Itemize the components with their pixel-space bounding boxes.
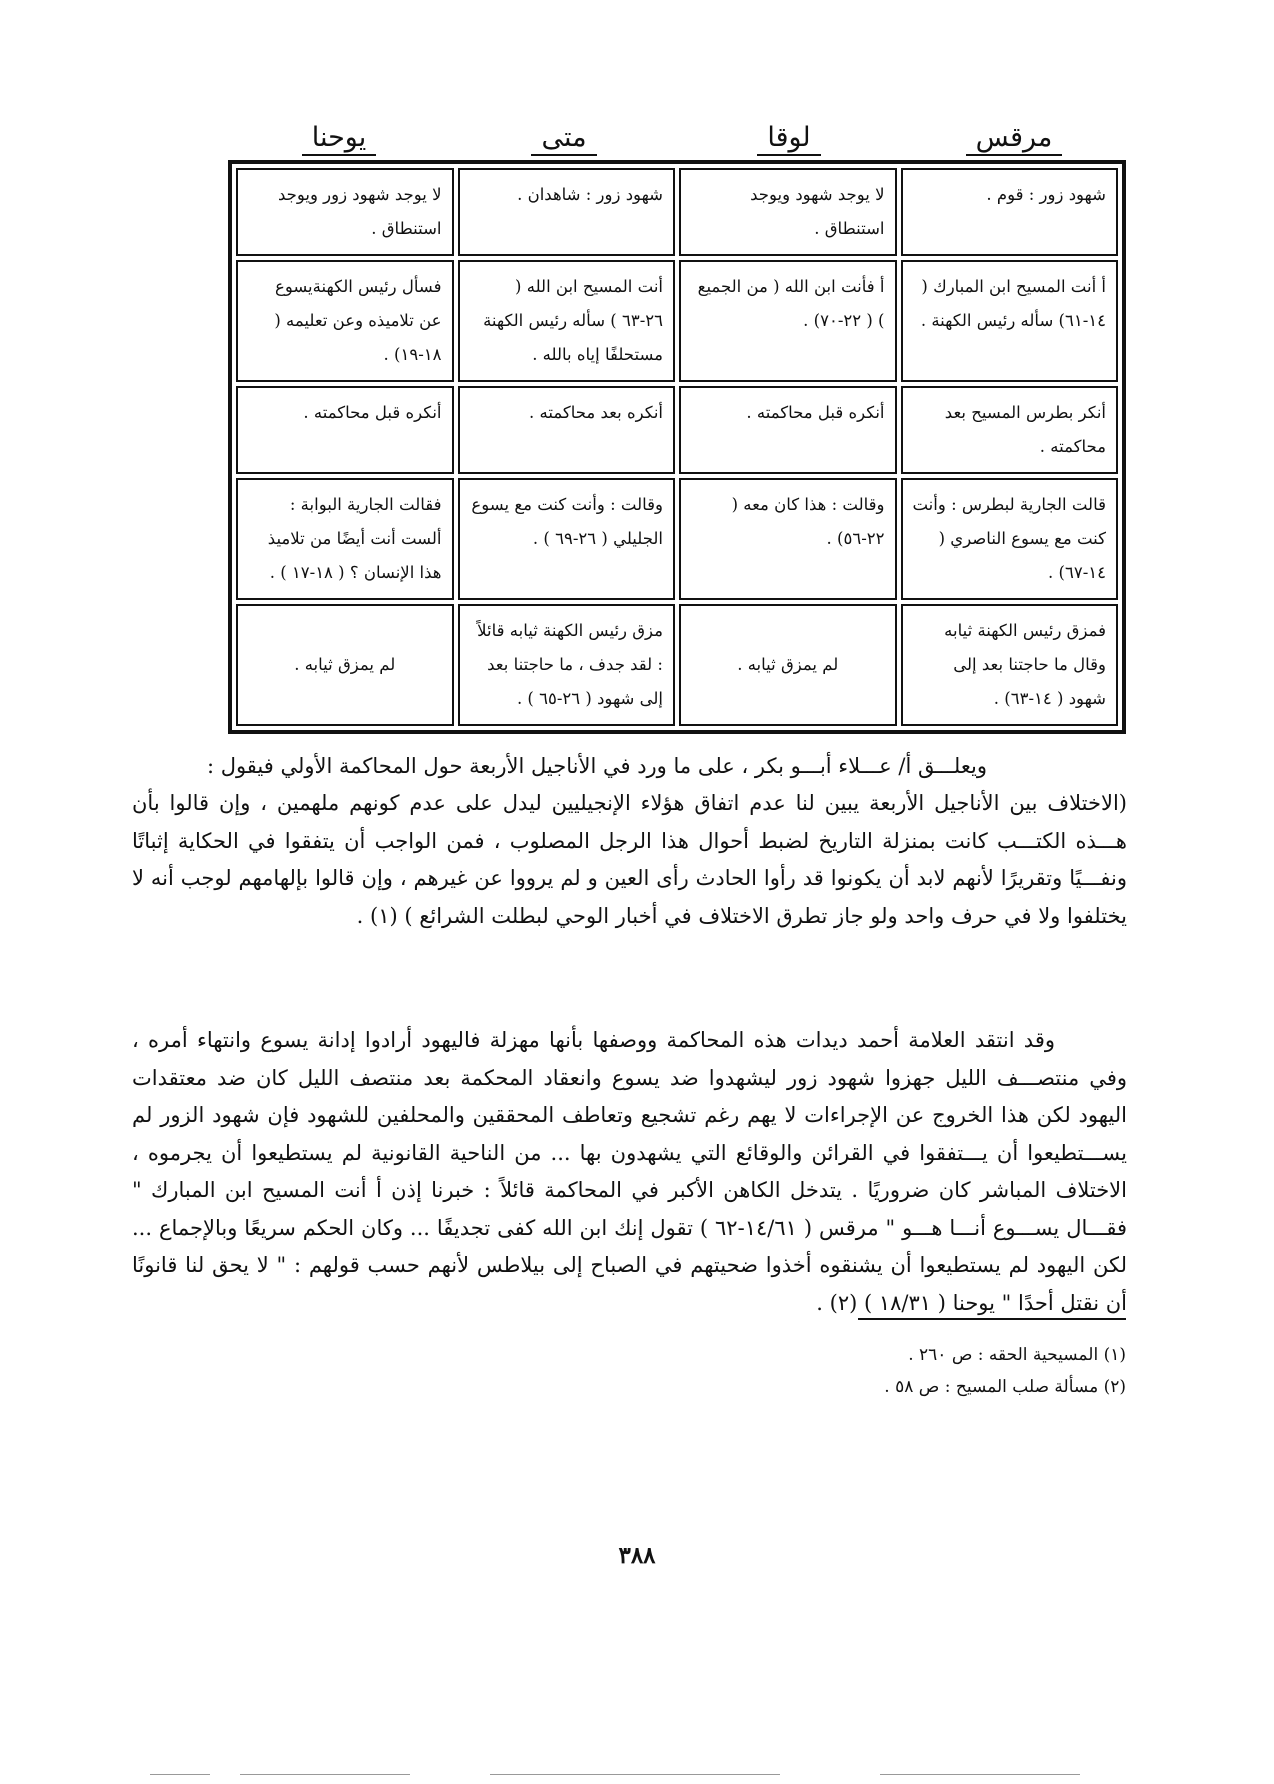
header-luke: لوقا <box>677 122 901 156</box>
table-cell: أنكره بعد محاكمته . <box>458 386 676 474</box>
footnote-2: (٢) مسألة صلب المسيح : ص ٥٨ . <box>884 1377 1126 1397</box>
header-mark: مرقس <box>902 122 1126 156</box>
table-cell: أنكره قبل محاكمته . <box>236 386 454 474</box>
paragraph-quote: (الاختلاف بين الأناجيل الأربعة يبين لنا عدم اتفاق هؤلاء الإنجيليين ليدل على عدم كونهم ملهمين ، وإن قالوا بأن هـــذه الكتـــب كانت بمنزلة التاريخ لضبط أحوال هذا الرجل المصلوب ، فمن الواجب أن يتفقوا في الحكاية إثباتًا ونفـــيًا وتقريرًا لأنهم لابد أن يكونوا قد رأوا الحادث رأى العين و لم يرووا عن غيرهم ، وإن قالوا بإلهامهم لوجب أنه لا يختلفوا ولا في حرف واحد ولو جاز تطرق الاختلاف في أخبار الوحي لبطلت الشرائع ) (١) . <box>132 791 1128 928</box>
table-cell: لم يمزق ثيابه . <box>679 604 897 726</box>
table-column-headers <box>228 122 1126 160</box>
scan-artifact <box>150 1774 210 1775</box>
table-cell: مزق رئيس الكهنة ثيابه قائلاً : لقد جدف ، ما حاجتنا بعد إلى شهود ( ٢٦-٦٥ ) . <box>458 604 676 726</box>
table-row <box>236 260 1118 382</box>
table-cell: لا يوجد شهود ويوجد استنطاق . <box>679 168 897 256</box>
table-cell: وقالت : هذا كان معه ( ٢٢-٥٦) . <box>679 478 897 600</box>
table-cell: قالت الجارية لبطرس : وأنت كنت مع يسوع الناصري ( ١٤-٦٧) . <box>901 478 1119 600</box>
header-matthew: متى <box>452 122 676 156</box>
scan-artifact <box>490 1774 780 1775</box>
paragraph-intro: ويعلـــق أ/ عـــلاء أبـــو بكر ، على ما ورد في الأناجيل الأربعة حول المحاكمة الأولي فيقول : <box>206 754 987 778</box>
scan-artifact <box>880 1774 1080 1775</box>
table-cell: أنكره قبل محاكمته . <box>679 386 897 474</box>
table-row <box>236 168 1118 256</box>
page-number: ٣٨٨ <box>618 1542 656 1569</box>
gospels-comparison-table <box>228 160 1126 734</box>
table-cell: شهود زور : قوم . <box>901 168 1119 256</box>
table-cell: أ أنت المسيح ابن المبارك ( ١٤-٦١) سأله رئيس الكهنة . <box>901 260 1119 382</box>
table-cell: لا يوجد شهود زور ويوجد استنطاق . <box>236 168 454 256</box>
table-row <box>236 604 1118 726</box>
header-john: يوحنا <box>227 122 451 156</box>
table-cell: أ فأنت ابن الله ( من الجميع ) ( ٢٢-٧٠) . <box>679 260 897 382</box>
table-cell: فسأل رئيس الكهنةيسوع عن تلاميذه وعن تعليمه ( ١٨-١٩) . <box>236 260 454 382</box>
footnote-1: (١) المسيحية الحقه : ص ٢٦٠ . <box>908 1345 1126 1365</box>
table-row <box>236 478 1118 600</box>
table-cell: أنت المسيح ابن الله ( ٢٦-٦٣ ) سأله رئيس الكهنة مستحلفًا إياه بالله . <box>458 260 676 382</box>
scan-artifact <box>240 1774 410 1775</box>
table-cell: لم يمزق ثيابه . <box>236 604 454 726</box>
table-row <box>236 386 1118 474</box>
footnote-divider <box>858 1318 1126 1320</box>
table-cell: فمزق رئيس الكهنة ثيابه وقال ما حاجتنا بعد إلى شهود ( ١٤-٦٣) . <box>901 604 1119 726</box>
table-cell: شهود زور : شاهدان . <box>458 168 676 256</box>
table-cell: وقالت : وأنت كنت مع يسوع الجليلي ( ٢٦-٦٩ ) . <box>458 478 676 600</box>
table-cell: فقالت الجارية البوابة : ألست أنت أيضًا من تلاميذ هذا الإنسان ؟ ( ١٨-١٧ ) . <box>236 478 454 600</box>
table-cell: أنكر بطرس المسيح بعد محاكمته . <box>901 386 1119 474</box>
paragraph-deedat: وقد انتقد العلامة أحمد ديدات هذه المحاكمة ووصفها بأنها مهزلة فاليهود أرادوا إدانة يسوع وانتهاء أمره ، وفي منتصـــف الليل جهزوا شهود زور ليشهدوا ضد يسوع وانعقاد المحكمة بعد منتصف الليل كان ضد معتقدات اليهود لكن هذا الخروج عن الإجراءات لا يهم رغم تشجيع وتعاطف المحققين والمحلفين للشهود فإن شهود الزور لم يســـتطيعوا أن يـــتفقوا في القرائن والوقائع التي يشهدون بها ... من الناحية القانونية لم يستطيعوا أن يجرموه ، الاختلاف المباشر كان ضروريًا . يتدخل الكاهن الأكبر في المحاكمة قائلاً : خبرنا إذن أ أنت المسيح ابن المبارك " فقـــال يســـوع أنـــا هـــو " مرقس ( ١٤/٦١-٦٢ ) تقول إنك ابن الله كفى تجديفًا ... وكان الحكم سريعًا وبالإجماع ... لكن اليهود لم يستطيعوا أن يشنقوه أخذوا ضحيتهم في الصباح إلى بيلاطس لأنهم حسب قولهم : " لا يحق لنا قانونًا أن نقتل أحدًا " يوحنا ( ١٨/٣١ ) (٢) . <box>132 1028 1127 1315</box>
